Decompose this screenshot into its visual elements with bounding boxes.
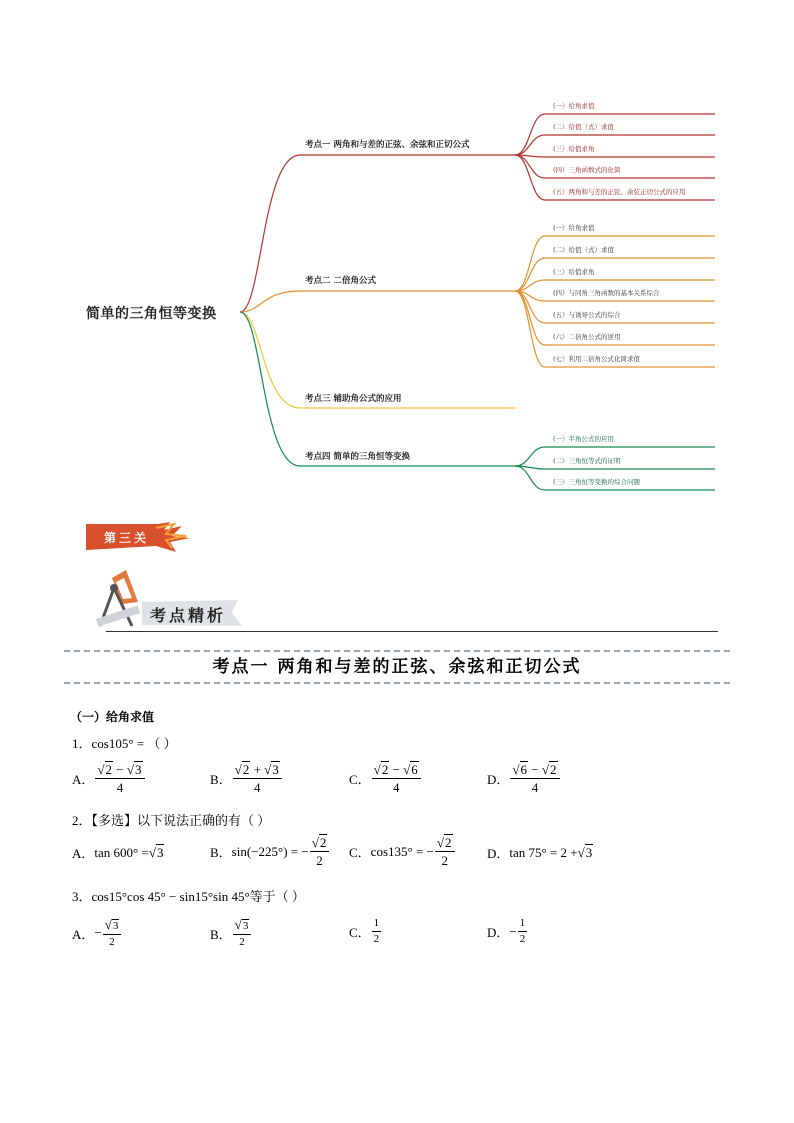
mindmap-branch-1: 考点一 两角和与差的正弦、余弦和正切公式	[305, 140, 470, 150]
mindmap-lines	[0, 0, 794, 520]
section-header-label: 考点精析	[150, 606, 227, 625]
fraction: $\frac{√2}{2}$	[310, 836, 330, 867]
question-3-option-a[interactable]: A． − $\frac{√3}{2}$	[72, 918, 122, 948]
question-2-stem: 2．【多选】以下说法正确的有（ ）	[72, 813, 271, 828]
question-1-option-c[interactable]: C． $\frac{√2 - √6}{4}$	[349, 763, 422, 794]
fraction: $\frac{√3}{2}$	[103, 918, 122, 948]
dashed-divider-bottom	[64, 682, 730, 684]
mindmap-leaf: (六）二倍角公式的逆用	[553, 333, 621, 341]
mindmap-leaf: (一）半角公式的应用	[553, 435, 615, 443]
question-1-option-b[interactable]: B． $\frac{√2 + √3}{4}$	[210, 763, 283, 794]
question-1-math: cos105° = （ ）	[91, 736, 177, 751]
mindmap-leaf: (一）给角求值	[553, 224, 595, 232]
mindmap-leaf: (七）利用二倍角公式化简求值	[553, 355, 641, 363]
section-title: 考点一 两角和与差的正弦、余弦和正切公式	[212, 657, 582, 677]
fraction: $\frac{√2 - √6}{4}$	[372, 763, 421, 794]
question-2-option-c[interactable]: C． cos135° = − $\frac{√2}{2}$	[349, 836, 456, 867]
question-2-option-d[interactable]: D． tan 75° = 2 + √ 3	[487, 844, 593, 861]
mindmap-leaf: (五）与诱导公式的综合	[553, 311, 621, 319]
mindmap-leaf: (四）与同角三角函数的基本关系综合	[553, 289, 660, 297]
fraction: $\frac{√6 - √2}{4}$	[510, 763, 559, 794]
question-3-option-b[interactable]: B． $\frac{√3}{2}$	[210, 918, 252, 948]
header-divider	[106, 631, 718, 632]
fraction: $\frac{√2}{2}$	[435, 836, 455, 867]
mindmap-leaf: (三）给值求角	[553, 145, 595, 153]
question-3-math: cos15°cos 45° − sin15°sin 45°	[91, 889, 250, 904]
mindmap-branch-4: 考点四 简单的三角恒等变换	[305, 452, 410, 462]
question-3-option-d[interactable]: D． − $\frac{1}{2}$	[487, 917, 526, 945]
question-2-option-a[interactable]: A． tan 600° = √ 3	[72, 844, 164, 861]
mindmap-leaf: (二）给值（式）求值	[553, 246, 615, 254]
mindmap-branch-2: 考点二 二倍角公式	[305, 276, 376, 286]
fraction: $\frac{√2 - √3}{4}$	[95, 763, 144, 794]
question-1-stem: 1．cos105° = （ ）	[72, 736, 177, 751]
mindmap-leaf: (二）三角恒等式的证明	[553, 457, 621, 465]
question-1-option-d[interactable]: D． $\frac{√6 - √2}{4}$	[487, 763, 561, 794]
fraction: $\frac{1}{2}$	[373, 917, 380, 945]
level-badge-label: 第三关	[104, 531, 150, 545]
mindmap-leaf: (三）给值求角	[553, 268, 595, 276]
question-3-option-c[interactable]: C． $\frac{1}{2}$	[349, 917, 380, 945]
fraction: $\frac{√3}{2}$	[233, 918, 252, 948]
mindmap-root: 简单的三角恒等变换	[86, 306, 217, 322]
question-3-stem: 3．cos15°cos 45° − sin15°sin 45°等于（ ）	[72, 889, 305, 904]
mindmap-leaf: (三）三角恒等变换的综合问题	[553, 478, 641, 486]
mindmap-branch-3: 考点三 辅助角公式的应用	[305, 394, 402, 404]
question-2-option-b[interactable]: B． sin(−225°) = − $\frac{√2}{2}$	[210, 836, 330, 867]
fraction: $\frac{√2 + √3}{4}$	[233, 763, 282, 794]
fraction: $\frac{1}{2}$	[519, 917, 526, 945]
mindmap-leaf: (二）给值（式）求值	[553, 123, 615, 131]
question-1-option-a[interactable]: A． $\frac{√2 - √3}{4}$	[72, 763, 146, 794]
mindmap-leaf: (四）三角函数式的化简	[553, 166, 621, 174]
mindmap-leaf: (一）给角求值	[553, 102, 595, 110]
subsection-title: （一）给角求值	[70, 710, 155, 724]
mindmap-leaf: (五）两角和与差的正弦、余弦正切公式的应用	[553, 188, 686, 196]
